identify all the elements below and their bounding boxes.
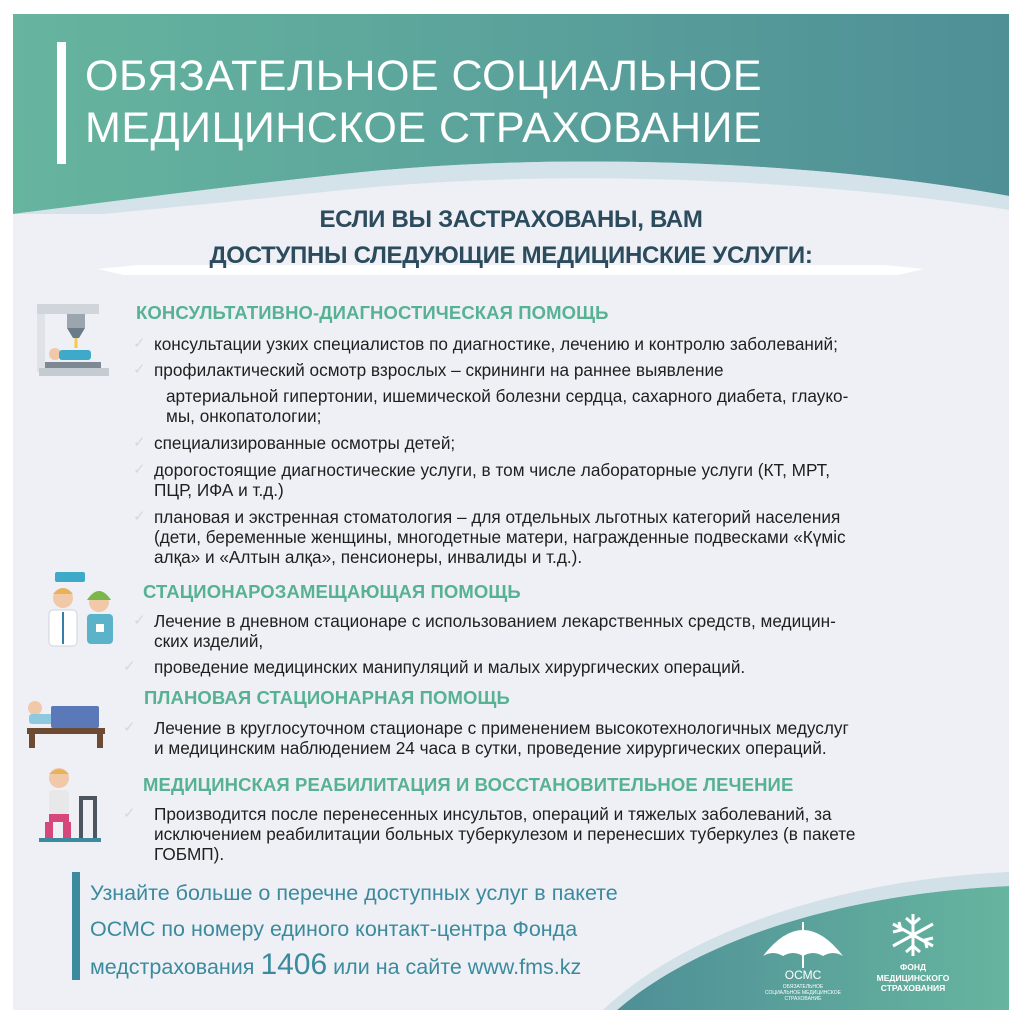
- list-item: специализированные осмотры детей;: [154, 433, 456, 453]
- contact-phone-number: 1406: [260, 948, 328, 981]
- fund-logo-line-1: ФОНД: [899, 962, 927, 972]
- footer-accent-bar: [72, 872, 80, 980]
- check-icon: ✓: [133, 335, 146, 352]
- list-item-continuation: (дети, беременные женщины, многодетные матери, награжденные подвесками «Күміс: [154, 527, 846, 547]
- poster: [13, 14, 1009, 1010]
- osms-logo-caption: ОБЯЗАТЕЛЬНОЕ СОЦИАЛЬНОЕ МЕДИЦИНСКОЕ СТРАХОВАНИЕ: [765, 984, 841, 1002]
- list-item: Лечение в дневном стационаре с использованием лекарственных средств, медицин-: [154, 611, 836, 631]
- list-item-continuation: ских изделий,: [154, 631, 264, 651]
- fund-logo-line-2: МЕДИЦИНСКОГО: [876, 972, 950, 983]
- footer-line-1: Узнайте больше о перечне доступных услуг в пакете: [90, 881, 618, 905]
- subtitle-line-2: ДОСТУПНЫ СЛЕДУЮЩИЕ МЕДИЦИНСКИЕ УСЛУГИ:: [209, 242, 813, 269]
- subtitle-line-1: ЕСЛИ ВЫ ЗАСТРАХОВАНЫ, ВАМ: [319, 206, 703, 233]
- fund-snowflake-logo-icon: [889, 912, 937, 958]
- section-title-diagnostic: КОНСУЛЬТАТИВНО-ДИАГНОСТИЧЕСКАЯ ПОМОЩЬ: [136, 302, 609, 323]
- footer-background: [13, 14, 1009, 1010]
- list-item-continuation: ПЦР, ИФА и т.д.): [154, 480, 284, 500]
- footer-line-3-prefix: медстрахования: [90, 955, 261, 979]
- footer-line-2: ОСМС по номеру единого контакт-центра Фонда: [90, 917, 578, 941]
- list-item-continuation: алқа» и «Алтын алқа», пенсионеры, инвалиды и т.д.).: [154, 547, 583, 567]
- list-item-continuation: артериальной гипертонии, ишемической болезни сердца, сахарного диабета, глауко-: [166, 386, 849, 406]
- check-icon: ✓: [123, 719, 136, 736]
- list-item: плановая и экстренная стоматология – для отдельных льготных категорий населения: [154, 507, 841, 527]
- check-icon: ✓: [133, 508, 146, 525]
- list-item: дорогостоящие диагностические услуги, в том числе лабораторные услуги (КТ, МРТ,: [154, 460, 831, 480]
- check-icon: ✓: [133, 612, 146, 629]
- list-item: проведение медицинских манипуляций и малых хирургических операций.: [154, 657, 746, 677]
- list-item: профилактический осмотр взрослых – скрининги на раннее выявление: [154, 360, 724, 380]
- check-icon: ✓: [133, 461, 146, 478]
- list-item: Производится после перенесенных инсультов, операций и тяжелых заболеваний, за: [154, 804, 832, 824]
- fund-logo-line-3: СТРАХОВАНИЯ: [880, 983, 946, 993]
- list-item: Лечение в круглосуточном стационаре с применением высокотехнологичных медуслуг: [154, 718, 849, 738]
- list-item: консультации узких специалистов по диагностике, лечению и контролю заболеваний;: [154, 334, 838, 354]
- check-icon: ✓: [133, 361, 146, 378]
- osms-logo-title: ОСМС: [784, 968, 822, 982]
- check-icon: ✓: [123, 658, 136, 675]
- page-title-line-1: ОБЯЗАТЕЛЬНОЕ СОЦИАЛЬНОЕ: [85, 52, 763, 100]
- list-item-continuation: ГОБМП).: [154, 844, 225, 864]
- check-icon: ✓: [133, 434, 146, 451]
- osms-umbrella-logo-icon: [761, 916, 845, 968]
- page-title-line-2: МЕДИЦИНСКОЕ СТРАХОВАНИЕ: [85, 104, 763, 152]
- footer-line-3: [90, 948, 581, 982]
- list-item-continuation: мы, онкопатологии;: [166, 406, 322, 426]
- fund-logo-text: [865, 962, 961, 994]
- section-title-day-hospital: СТАЦИОНАРОЗАМЕЩАЮЩАЯ ПОМОЩЬ: [143, 581, 521, 602]
- check-icon: ✓: [123, 805, 136, 822]
- footer-website: или на сайте www.fms.kz: [327, 955, 582, 979]
- list-item-continuation: и медицинским наблюдением 24 часа в сутки, проведение хирургических операций.: [154, 738, 827, 758]
- section-title-inpatient: ПЛАНОВАЯ СТАЦИОНАРНАЯ ПОМОЩЬ: [144, 687, 510, 708]
- list-item-continuation: исключением реабилитации больных туберкулезом и перенесших туберкулез (в пакете: [154, 824, 856, 844]
- section-title-rehabilitation: МЕДИЦИНСКАЯ РЕАБИЛИТАЦИЯ И ВОССТАНОВИТЕЛЬНОЕ ЛЕЧЕНИЕ: [143, 774, 794, 795]
